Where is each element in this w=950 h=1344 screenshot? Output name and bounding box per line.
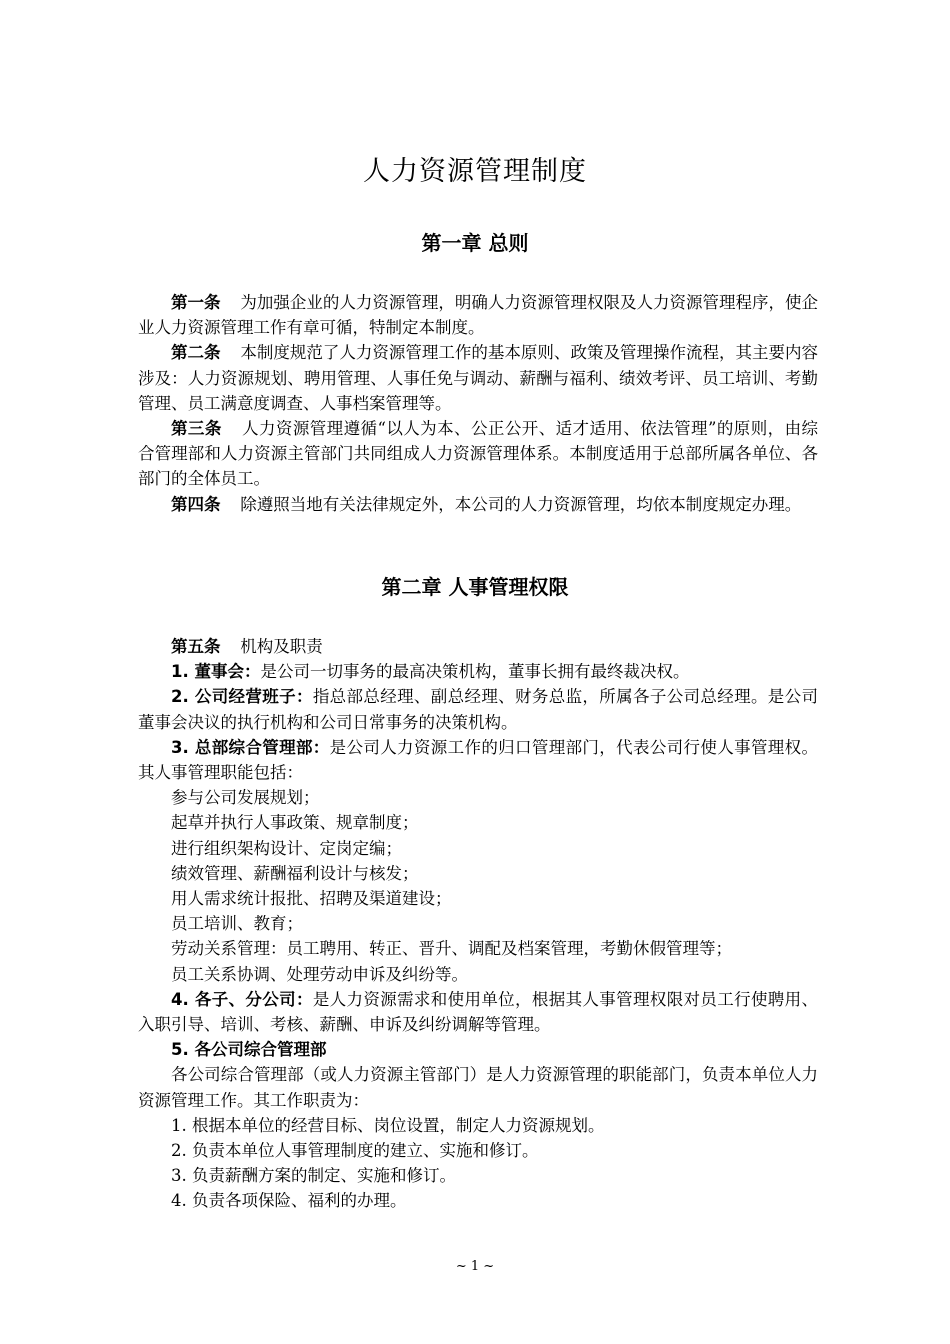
duty-item: 绩效管理、薪酬福利设计与核发； <box>171 863 419 883</box>
article-1: 第一条 为加强企业的人力资源管理，明确人力资源管理权限及人力资源管理程序，使企业人力资源管理工作有章可循，特制定本制度。 <box>138 293 819 338</box>
article-4: 第四条 除遵照当地有关法律规定外，本公司的人力资源管理，均依本制度规定办理。 <box>171 494 802 514</box>
chapter-2-body <box>138 634 818 1214</box>
page-number: ~ 1 ~ <box>455 1259 495 1274</box>
sub-item: 1. 根据本单位的经营目标、岗位设置，制定人力资源规划。 <box>171 1115 605 1135</box>
item-4: 4. 各子、分公司：是人力资源需求和使用单位，根据其人事管理权限对员工行使聘用、入职引导、培训、考核、薪酬、申诉及纠纷调解等管理。 <box>138 989 819 1035</box>
chapter-1-heading: 第一章 总则 <box>421 231 529 255</box>
item-5-text: 各公司综合管理部（或人力资源主管部门）是人力资源管理的职能部门，负责本单位人力资源管理工作。其工作职责为： <box>138 1065 818 1110</box>
article-2: 第二条 本制度规范了人力资源管理工作的基本原则、政策及管理操作流程，其主要内容涉及：人力资源规划、聘用管理、人事任免与调动、薪酬与福利、绩效考评、员工培训、考勤管理、员工满意度调查、人事档案管理等。 <box>138 343 819 413</box>
duty-item: 起草并执行人事政策、规章制度； <box>171 813 419 833</box>
item-3: 3. 总部综合管理部：是公司人力资源工作的归口管理部门，代表公司行使人事管理权。其人事管理职能包括： <box>138 737 818 783</box>
duty-item: 参与公司发展规划； <box>171 788 320 808</box>
sub-item: 3. 负责薪酬方案的制定、实施和修订。 <box>171 1166 456 1186</box>
item-5: 5. 各公司综合管理部 <box>171 1040 327 1060</box>
document-title: 人力资源管理制度 <box>363 156 587 187</box>
duty-item: 员工培训、教育； <box>171 914 303 934</box>
article-3: 第三条 人力资源管理遵循“以人为本、公正公开、适才适用、依法管理”的原则，由综合管理部和人力资源主管部门共同组成人力资源管理体系。本制度适用于总部所属各单位、各部门的全体员工。 <box>138 419 819 489</box>
sub-item: 4. 负责各项保险、福利的办理。 <box>171 1191 407 1211</box>
duty-item: 用人需求统计报批、招聘及渠道建设； <box>171 889 452 909</box>
item-1: 1. 董事会：是公司一切事务的最高决策机构，董事长拥有最终裁决权。 <box>171 662 690 682</box>
duty-item: 进行组织架构设计、定岗定编； <box>171 838 402 858</box>
article-5: 第五条 机构及职责 <box>171 637 323 656</box>
chapter-2-heading: 第二章 人事管理权限 <box>381 575 569 599</box>
duty-item: 劳动关系管理：员工聘用、转正、晋升、调配及档案管理，考勤休假管理等； <box>171 939 732 959</box>
chapter-1-body <box>138 290 818 517</box>
item-2: 2. 公司经营班子：指总部总经理、副总经理、财务总监，所属各子公司总经理。是公司董事会决议的执行机构和公司日常事务的决策机构。 <box>138 687 819 732</box>
duty-item: 员工关系协调、处理劳动申诉及纠纷等。 <box>171 964 468 984</box>
sub-item: 2. 负责本单位人事管理制度的建立、实施和修订。 <box>171 1141 539 1161</box>
